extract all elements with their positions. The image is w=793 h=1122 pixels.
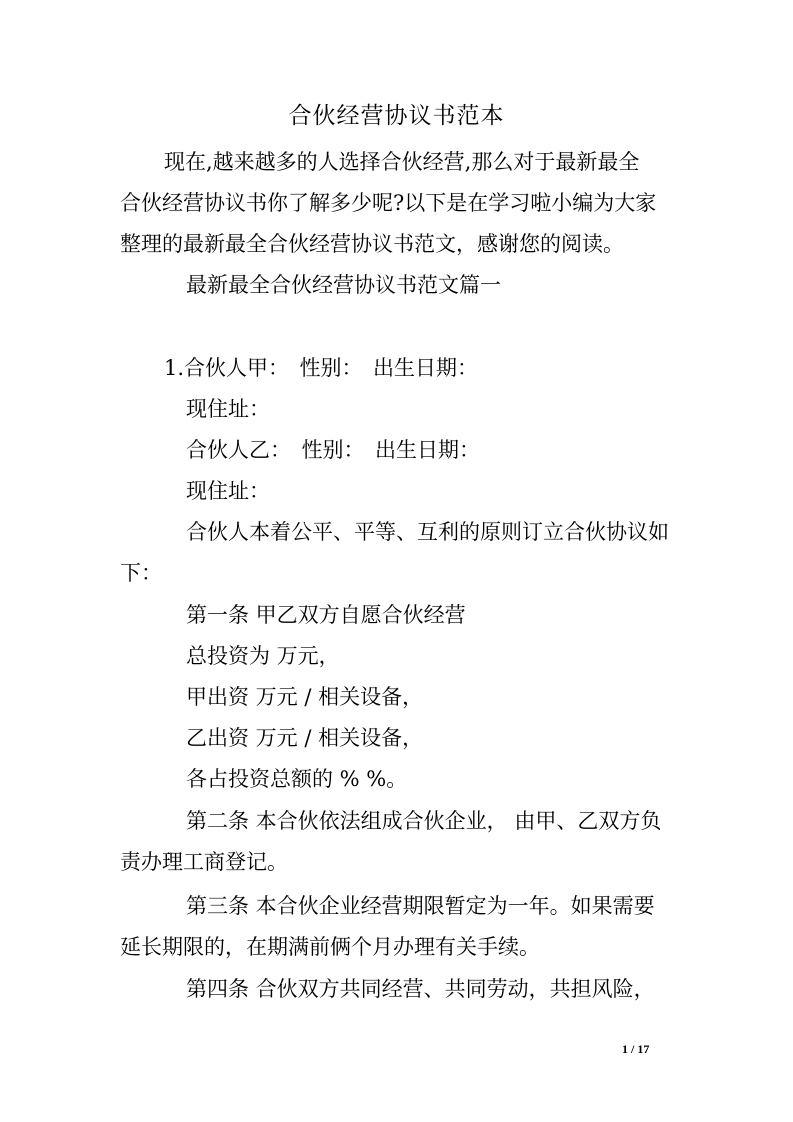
article-3-line-2: 延长期限的，在期满前俩个月办理有关手续。 bbox=[120, 935, 540, 959]
article-1-total: 总投资为 万元， bbox=[186, 644, 340, 668]
article-2-line-1: 第二条 本合伙依法组成合伙企业， 由甲、乙双方负 bbox=[186, 809, 662, 833]
article-1-a-invest: 甲出资 万元 / 相关设备， bbox=[186, 685, 424, 709]
article-4-line-1: 第四条 合伙双方共同经营、共同劳动，共担风险， bbox=[186, 977, 655, 1001]
article-1-heading: 第一条 甲乙双方自愿合伙经营 bbox=[186, 603, 466, 627]
party-b-address: 现住址： bbox=[186, 479, 270, 503]
article-1-b-invest: 乙出资 万元 / 相关设备， bbox=[186, 726, 424, 750]
party-a-address: 现住址： bbox=[186, 397, 270, 421]
principle-line-2: 下： bbox=[120, 561, 162, 585]
document-title: 合伙经营协议书范本 bbox=[288, 103, 505, 129]
intro-line-1: 现在,越来越多的人选择合伙经营,那么对于最新最全 bbox=[164, 150, 640, 174]
intro-line-3: 整理的最新最全合伙经营协议书范文，感谢您的阅读。 bbox=[120, 232, 624, 256]
article-3-line-1: 第三条 本合伙企业经营期限暂定为一年。如果需要 bbox=[186, 894, 655, 918]
principle-line-1: 合伙人本着公平、平等、互利的原则订立合伙协议如 bbox=[186, 520, 669, 544]
party-b-line: 合伙人乙： 性别： 出生日期： bbox=[186, 438, 480, 462]
intro-line-2: 合伙经营协议书你了解多少呢?以下是在学习啦小编为大家 bbox=[120, 191, 657, 215]
page-number: 1 / 17 bbox=[622, 1042, 650, 1056]
section-heading: 最新最全合伙经营协议书范文篇一 bbox=[186, 273, 501, 297]
article-2-line-2: 责办理工商登记。 bbox=[120, 850, 288, 874]
party-a-line: 1.合伙人甲： 性别： 出生日期： bbox=[164, 356, 479, 380]
article-1-share: 各占投资总额的 % %。 bbox=[186, 767, 408, 791]
